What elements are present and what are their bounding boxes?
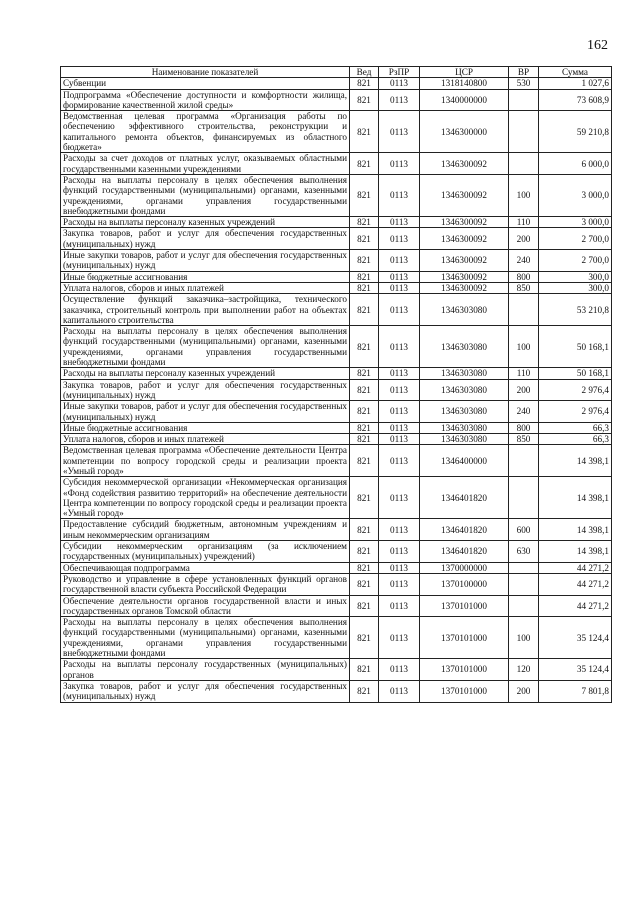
cell-name: Уплата налогов, сборов и иных платежей xyxy=(61,282,350,293)
cell-name: Закупка товаров, работ и услуг для обеспечения государственных (муниципальных) нужд xyxy=(61,228,350,250)
cell-sum: 2 700,0 xyxy=(539,228,612,250)
cell-rzpr: 0113 xyxy=(379,250,420,272)
table-row xyxy=(61,153,612,175)
cell-vr xyxy=(509,595,539,617)
cell-csr: 1370100000 xyxy=(420,573,509,595)
table-row xyxy=(61,680,612,702)
cell-name: Иные бюджетные ассигнования xyxy=(61,271,350,282)
cell-ved: 821 xyxy=(350,282,379,293)
cell-csr: 1318140800 xyxy=(420,78,509,89)
cell-ved: 821 xyxy=(350,573,379,595)
cell-sum: 44 271,2 xyxy=(539,573,612,595)
table-row xyxy=(61,477,612,519)
table-row xyxy=(61,562,612,573)
cell-csr: 1346401820 xyxy=(420,541,509,563)
cell-rzpr: 0113 xyxy=(379,422,420,433)
cell-sum: 66,3 xyxy=(539,434,612,445)
cell-sum: 59 210,8 xyxy=(539,111,612,153)
cell-sum: 50 168,1 xyxy=(539,368,612,379)
cell-sum: 300,0 xyxy=(539,282,612,293)
cell-vr: 800 xyxy=(509,271,539,282)
cell-sum: 53 210,8 xyxy=(539,294,612,326)
cell-csr: 1346401820 xyxy=(420,519,509,541)
cell-name: Расходы за счет доходов от платных услуг, оказываемых областными государственными казенными учреждениями xyxy=(61,153,350,175)
cell-vr xyxy=(509,89,539,111)
table-row xyxy=(61,78,612,89)
cell-ved: 821 xyxy=(350,477,379,519)
column-header-vr: ВР xyxy=(509,67,539,78)
cell-ved: 821 xyxy=(350,89,379,111)
cell-vr: 110 xyxy=(509,217,539,228)
cell-ved: 821 xyxy=(350,445,379,477)
table-row xyxy=(61,368,612,379)
table-row xyxy=(61,282,612,293)
cell-name: Осуществление функций заказчика–застройщика, технического заказчика, строительный контроль при выполнении работ на объектах капитального строительства xyxy=(61,294,350,326)
column-header-sum: Сумма xyxy=(539,67,612,78)
cell-sum: 14 398,1 xyxy=(539,445,612,477)
cell-vr: 100 xyxy=(509,326,539,368)
cell-name: Ведомственная целевая программа «Обеспечение деятельности Центра компетенции по вопросу городской среды и реализации проекта «Умный город» xyxy=(61,445,350,477)
cell-ved: 821 xyxy=(350,271,379,282)
cell-sum: 2 976,4 xyxy=(539,401,612,423)
cell-name: Уплата налогов, сборов и иных платежей xyxy=(61,434,350,445)
cell-name: Расходы на выплаты персоналу казенных учреждений xyxy=(61,368,350,379)
cell-rzpr: 0113 xyxy=(379,282,420,293)
table-row xyxy=(61,89,612,111)
table-row xyxy=(61,422,612,433)
cell-rzpr: 0113 xyxy=(379,445,420,477)
cell-name: Расходы на выплаты персоналу в целях обеспечения выполнения функций государственными (муниципальными) органами, казенными учреждениями, органами управления государственными внебюджетными фондами xyxy=(61,326,350,368)
cell-ved: 821 xyxy=(350,326,379,368)
cell-sum: 300,0 xyxy=(539,271,612,282)
column-header-name: Наименование показателей xyxy=(61,67,350,78)
cell-csr: 1346303080 xyxy=(420,422,509,433)
cell-rzpr: 0113 xyxy=(379,228,420,250)
cell-ved: 821 xyxy=(350,153,379,175)
cell-rzpr: 0113 xyxy=(379,401,420,423)
budget-table xyxy=(60,66,612,703)
cell-rzpr: 0113 xyxy=(379,89,420,111)
cell-vr: 240 xyxy=(509,401,539,423)
cell-ved: 821 xyxy=(350,659,379,681)
cell-name: Иные закупки товаров, работ и услуг для обеспечения государственных (муниципальных) нужд xyxy=(61,250,350,272)
cell-vr: 100 xyxy=(509,174,539,216)
cell-csr: 1346303080 xyxy=(420,401,509,423)
cell-vr xyxy=(509,153,539,175)
cell-sum: 44 271,2 xyxy=(539,562,612,573)
cell-csr: 1370101000 xyxy=(420,595,509,617)
cell-ved: 821 xyxy=(350,379,379,401)
cell-rzpr: 0113 xyxy=(379,519,420,541)
cell-ved: 821 xyxy=(350,250,379,272)
cell-vr xyxy=(509,562,539,573)
cell-rzpr: 0113 xyxy=(379,111,420,153)
cell-sum: 35 124,4 xyxy=(539,617,612,659)
column-header-rzpr: РзПР xyxy=(379,67,420,78)
cell-name: Расходы на выплаты персоналу казенных учреждений xyxy=(61,217,350,228)
cell-sum: 35 124,4 xyxy=(539,659,612,681)
table-row xyxy=(61,326,612,368)
cell-vr xyxy=(509,445,539,477)
cell-ved: 821 xyxy=(350,294,379,326)
table-row xyxy=(61,573,612,595)
cell-csr: 1346400000 xyxy=(420,445,509,477)
cell-ved: 821 xyxy=(350,217,379,228)
cell-csr: 1370101000 xyxy=(420,617,509,659)
cell-name: Предоставление субсидий бюджетным, автономным учреждениям и иным некоммерческим организациям xyxy=(61,519,350,541)
cell-sum: 14 398,1 xyxy=(539,519,612,541)
cell-rzpr: 0113 xyxy=(379,659,420,681)
cell-sum: 44 271,2 xyxy=(539,595,612,617)
cell-csr: 1346300000 xyxy=(420,111,509,153)
table-row xyxy=(61,111,612,153)
cell-csr: 1346303080 xyxy=(420,294,509,326)
cell-rzpr: 0113 xyxy=(379,271,420,282)
cell-rzpr: 0113 xyxy=(379,562,420,573)
cell-ved: 821 xyxy=(350,595,379,617)
cell-ved: 821 xyxy=(350,422,379,433)
cell-vr xyxy=(509,294,539,326)
cell-vr: 120 xyxy=(509,659,539,681)
cell-vr: 240 xyxy=(509,250,539,272)
cell-ved: 821 xyxy=(350,174,379,216)
cell-sum: 50 168,1 xyxy=(539,326,612,368)
cell-sum: 3 000,0 xyxy=(539,217,612,228)
cell-csr: 1370101000 xyxy=(420,680,509,702)
cell-vr xyxy=(509,573,539,595)
table-row xyxy=(61,659,612,681)
table-row xyxy=(61,271,612,282)
cell-name: Обеспечение деятельности органов государственной власти и иных государственных органов Томской области xyxy=(61,595,350,617)
cell-rzpr: 0113 xyxy=(379,573,420,595)
cell-vr: 110 xyxy=(509,368,539,379)
cell-name: Субвенции xyxy=(61,78,350,89)
table-row xyxy=(61,174,612,216)
cell-rzpr: 0113 xyxy=(379,477,420,519)
cell-sum: 66,3 xyxy=(539,422,612,433)
cell-csr: 1346303080 xyxy=(420,368,509,379)
cell-rzpr: 0113 xyxy=(379,434,420,445)
cell-vr: 850 xyxy=(509,434,539,445)
cell-rzpr: 0113 xyxy=(379,379,420,401)
cell-vr xyxy=(509,111,539,153)
cell-vr: 850 xyxy=(509,282,539,293)
table-row xyxy=(61,228,612,250)
cell-name: Иные бюджетные ассигнования xyxy=(61,422,350,433)
cell-ved: 821 xyxy=(350,434,379,445)
table-row xyxy=(61,434,612,445)
cell-sum: 3 000,0 xyxy=(539,174,612,216)
cell-name: Расходы на выплаты персоналу в целях обеспечения выполнения функций государственными (муниципальными) органами, казенными учреждениями, органами управления государственными внебюджетными фондами xyxy=(61,174,350,216)
table-row xyxy=(61,294,612,326)
cell-rzpr: 0113 xyxy=(379,174,420,216)
cell-ved: 821 xyxy=(350,680,379,702)
cell-vr: 200 xyxy=(509,680,539,702)
table-row xyxy=(61,617,612,659)
cell-ved: 821 xyxy=(350,78,379,89)
cell-csr: 1370101000 xyxy=(420,659,509,681)
cell-sum: 1 027,6 xyxy=(539,78,612,89)
page-number: 162 xyxy=(587,38,608,53)
cell-sum: 6 000,0 xyxy=(539,153,612,175)
cell-csr: 1346300092 xyxy=(420,282,509,293)
cell-ved: 821 xyxy=(350,111,379,153)
cell-sum: 14 398,1 xyxy=(539,477,612,519)
cell-rzpr: 0113 xyxy=(379,78,420,89)
cell-sum: 73 608,9 xyxy=(539,89,612,111)
cell-csr: 1346303080 xyxy=(420,379,509,401)
column-header-ved: Вед xyxy=(350,67,379,78)
cell-name: Субсидии некоммерческим организациям (за исключением государственных (муниципальных) учреждений) xyxy=(61,541,350,563)
table-row xyxy=(61,401,612,423)
cell-csr: 1346300092 xyxy=(420,217,509,228)
cell-csr: 1340000000 xyxy=(420,89,509,111)
cell-vr: 600 xyxy=(509,519,539,541)
cell-vr xyxy=(509,477,539,519)
cell-csr: 1370000000 xyxy=(420,562,509,573)
table-header-row xyxy=(61,67,612,78)
cell-sum: 14 398,1 xyxy=(539,541,612,563)
cell-name: Ведомственная целевая программа «Организация работы по обеспечению эффективного строительства, реконструкции и капитального ремонта объектов, финансируемых из областного бюджета» xyxy=(61,111,350,153)
cell-rzpr: 0113 xyxy=(379,368,420,379)
table-row xyxy=(61,379,612,401)
cell-rzpr: 0113 xyxy=(379,294,420,326)
cell-vr: 530 xyxy=(509,78,539,89)
cell-name: Расходы на выплаты персоналу государственных (муниципальных) органов xyxy=(61,659,350,681)
cell-ved: 821 xyxy=(350,541,379,563)
cell-csr: 1346303080 xyxy=(420,326,509,368)
table-row xyxy=(61,519,612,541)
cell-name: Закупка товаров, работ и услуг для обеспечения государственных (муниципальных) нужд xyxy=(61,680,350,702)
cell-ved: 821 xyxy=(350,562,379,573)
cell-name: Иные закупки товаров, работ и услуг для обеспечения государственных (муниципальных) нужд xyxy=(61,401,350,423)
cell-name: Обеспечивающая подпрограмма xyxy=(61,562,350,573)
table-row xyxy=(61,541,612,563)
cell-vr: 200 xyxy=(509,379,539,401)
cell-csr: 1346401820 xyxy=(420,477,509,519)
cell-name: Подпрограмма «Обеспечение доступности и комфортности жилища, формирование качественной жилой среды» xyxy=(61,89,350,111)
cell-sum: 2 976,4 xyxy=(539,379,612,401)
column-header-csr: ЦСР xyxy=(420,67,509,78)
cell-sum: 2 700,0 xyxy=(539,250,612,272)
cell-ved: 821 xyxy=(350,368,379,379)
table-row xyxy=(61,217,612,228)
table-row xyxy=(61,250,612,272)
cell-rzpr: 0113 xyxy=(379,680,420,702)
cell-name: Руководство и управление в сфере установленных функций органов государственной власти субъекта Российской Федерации xyxy=(61,573,350,595)
cell-vr: 200 xyxy=(509,228,539,250)
cell-csr: 1346300092 xyxy=(420,174,509,216)
cell-vr: 800 xyxy=(509,422,539,433)
cell-ved: 821 xyxy=(350,401,379,423)
cell-rzpr: 0113 xyxy=(379,617,420,659)
table-row xyxy=(61,445,612,477)
cell-rzpr: 0113 xyxy=(379,541,420,563)
cell-rzpr: 0113 xyxy=(379,153,420,175)
cell-csr: 1346303080 xyxy=(420,434,509,445)
cell-sum: 7 801,8 xyxy=(539,680,612,702)
cell-csr: 1346300092 xyxy=(420,250,509,272)
cell-csr: 1346300092 xyxy=(420,228,509,250)
cell-vr: 630 xyxy=(509,541,539,563)
cell-csr: 1346300092 xyxy=(420,271,509,282)
cell-ved: 821 xyxy=(350,617,379,659)
table-body xyxy=(61,78,612,702)
cell-vr: 100 xyxy=(509,617,539,659)
cell-csr: 1346300092 xyxy=(420,153,509,175)
cell-rzpr: 0113 xyxy=(379,217,420,228)
cell-rzpr: 0113 xyxy=(379,595,420,617)
cell-ved: 821 xyxy=(350,228,379,250)
table-row xyxy=(61,595,612,617)
cell-rzpr: 0113 xyxy=(379,326,420,368)
cell-name: Субсидия некоммерческой организации «Некоммерческая организация «Фонд содействия развитию территорий» на обеспечение деятельности Центра компетенции по вопросу городской среды и реализации проекта «Умный город» xyxy=(61,477,350,519)
cell-name: Расходы на выплаты персоналу в целях обеспечения выполнения функций государственными (муниципальными) органами, казенными учреждениями, органами управления государственными внебюджетными фондами xyxy=(61,617,350,659)
cell-name: Закупка товаров, работ и услуг для обеспечения государственных (муниципальных) нужд xyxy=(61,379,350,401)
cell-ved: 821 xyxy=(350,519,379,541)
